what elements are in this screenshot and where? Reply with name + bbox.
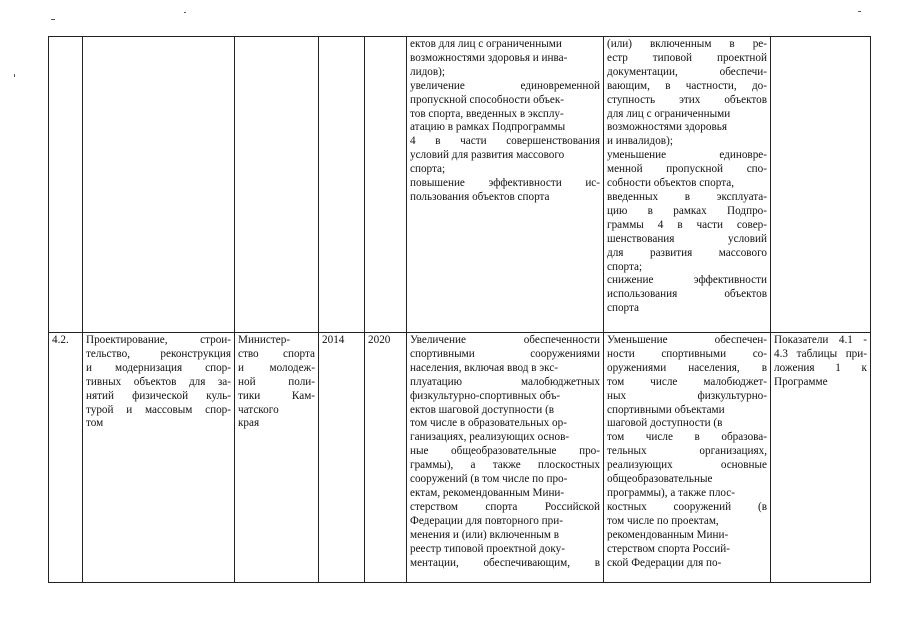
text-line: и модернизация спор-: [86, 361, 231, 374]
text-line: реестр типовой проектной доку-: [410, 542, 565, 555]
table-row-4-2: [49, 333, 871, 583]
text-line: ной поли-: [238, 375, 315, 388]
text-line: увеличение единовременной: [410, 79, 600, 92]
text-line: том: [86, 417, 104, 430]
text-line: турой и массовым спор-: [86, 403, 231, 416]
text-line: тики Кам-: [238, 389, 315, 402]
text-line: ектам, рекомендованным Мини-: [410, 486, 565, 499]
cell-expected-result: [407, 333, 604, 583]
text-line: спортивными объектами: [607, 403, 725, 416]
text-line: чатского: [238, 403, 279, 416]
text-line: шаговой доступности (в: [607, 417, 723, 430]
text-line: сооружений (в том числе по про-: [410, 473, 568, 486]
scan-speck: [858, 11, 861, 12]
text-line: Уменьшение обеспечен-: [607, 334, 767, 346]
scan-speck: [184, 12, 186, 13]
text-line: менной пропускной спо-: [607, 163, 767, 176]
text-line: плуатацию малобюджетных: [410, 375, 600, 388]
text-line: ложения 1 к: [774, 361, 867, 374]
text-line: том числе по проектам,: [607, 514, 719, 527]
text-line: естр типовой проектной: [607, 51, 767, 64]
text-line: программы), а также плос-: [607, 486, 735, 499]
row-number: 4.2.: [52, 334, 69, 346]
cell-consequence: [604, 37, 771, 333]
text-line: и инвалидов);: [607, 135, 673, 148]
cell-executor: [235, 333, 319, 583]
cell-measure-name: [83, 333, 235, 583]
text-line: атацию в рамках Подпрограммы: [410, 121, 566, 134]
text-line: тивных объектов для за-: [86, 375, 231, 388]
text-line: лидов);: [410, 65, 445, 78]
text-line: том числе в образова-: [607, 431, 767, 444]
text-line: спортивными сооружениями: [410, 347, 600, 360]
text-line: условий для развития массового: [410, 149, 565, 162]
cell-measure-name: [83, 37, 235, 333]
text-line: Показатели 4.1 -: [774, 334, 867, 346]
cell-end-year: [365, 37, 407, 333]
text-line: менения и (или) включенным в: [410, 528, 559, 541]
text-line: 4 в части совершенствования: [410, 135, 600, 148]
text-line: ектов для лиц с ограниченными: [410, 38, 562, 50]
cell-consequence: [604, 333, 771, 583]
text-line: 4.3 таблицы при-: [774, 347, 867, 360]
text-line: ных физкультурно-: [607, 389, 767, 402]
text-line: Федерации для повторного при-: [410, 514, 563, 527]
text-line: том числе малобюджет-: [607, 375, 767, 388]
text-line: физкультурно-спортивных объ-: [410, 389, 561, 402]
end-year: 2020: [368, 334, 391, 346]
text-line: собности объектов спорта,: [607, 177, 734, 190]
cell-indicators: [771, 333, 871, 583]
text-line: населения, включая ввод в экс-: [410, 361, 559, 374]
program-measures-table: [48, 36, 871, 583]
text-line: ментации, обеспечивающим, в: [410, 556, 600, 569]
text-line: ство спорта: [238, 347, 315, 360]
text-line: спорта;: [607, 260, 643, 273]
text-line: спорта: [607, 302, 639, 315]
text-line: Проектирование, строи-: [86, 334, 231, 346]
text-line: (или) включенным в ре-: [607, 38, 767, 50]
text-line: повышение эффективности ис-: [410, 177, 600, 190]
cell-number: [49, 37, 83, 333]
text-line: граммы), а также плоскостных: [410, 459, 600, 472]
text-line: Увеличение обеспеченности: [410, 334, 600, 346]
cell-executor: [235, 37, 319, 333]
text-line: ступность этих объектов: [607, 93, 767, 106]
text-line: реализующих основные: [607, 459, 767, 472]
text-line: стерством спорта Российской: [410, 500, 600, 513]
scan-speck: [51, 19, 55, 20]
text-line: края: [238, 417, 260, 430]
text-line: для лиц с ограниченными: [607, 107, 731, 120]
text-line: и молодеж-: [238, 361, 315, 374]
text-line: спорта;: [410, 163, 446, 176]
text-line: тельных организациях,: [607, 445, 767, 458]
cell-number: [49, 333, 83, 583]
text-line: общеобразовательные: [607, 473, 713, 486]
text-line: вающим, в частности, до-: [607, 79, 767, 92]
text-line: ганизациях, реализующих основ-: [410, 431, 570, 444]
cell-expected-result: [407, 37, 604, 333]
text-line: ности спортивными со-: [607, 347, 767, 360]
text-line: пользования объектов спорта: [410, 190, 550, 203]
text-line: стерством спорта Россий-: [607, 542, 730, 555]
text-line: ные общеобразовательные про-: [410, 445, 600, 458]
text-line: снижение эффективности: [607, 274, 767, 287]
text-line: граммы 4 в части совер-: [607, 218, 767, 231]
text-line: тельство, реконструкция: [86, 347, 231, 360]
text-line: Министер-: [238, 334, 291, 346]
text-line: Программе: [774, 375, 828, 388]
text-line: введенных в эксплуата-: [607, 190, 767, 203]
text-line: использования объектов: [607, 288, 767, 301]
text-line: том числе в образовательных ор-: [410, 417, 567, 430]
text-line: документации, обеспечи-: [607, 65, 767, 78]
text-line: нятий физической куль-: [86, 389, 231, 402]
scan-speck: [14, 74, 15, 77]
text-line: тов спорта, введенных в эксплу-: [410, 107, 564, 120]
cell-start-year: [319, 333, 365, 583]
text-line: ской Федерации для по-: [607, 556, 722, 569]
text-line: уменьшение единовре-: [607, 149, 767, 162]
cell-end-year: [365, 333, 407, 583]
text-line: возможностями здоровья и инва-: [410, 51, 568, 64]
text-line: ектов шаговой доступности (в: [410, 403, 555, 416]
table-row-continued: [49, 37, 871, 333]
text-line: возможностями здоровья: [607, 121, 727, 134]
start-year: 2014: [322, 334, 345, 346]
text-line: оружениями населения, в: [607, 361, 767, 374]
text-line: цию в рамках Подпро-: [607, 204, 767, 217]
cell-start-year: [319, 37, 365, 333]
cell-indicators: [771, 37, 871, 333]
text-line: костных сооружений (в: [607, 500, 767, 513]
text-line: шенствования условий: [607, 232, 767, 245]
text-line: для развития массового: [607, 246, 767, 259]
text-line: пропускной способности объек-: [410, 93, 565, 106]
text-line: рекомендованным Мини-: [607, 528, 729, 541]
